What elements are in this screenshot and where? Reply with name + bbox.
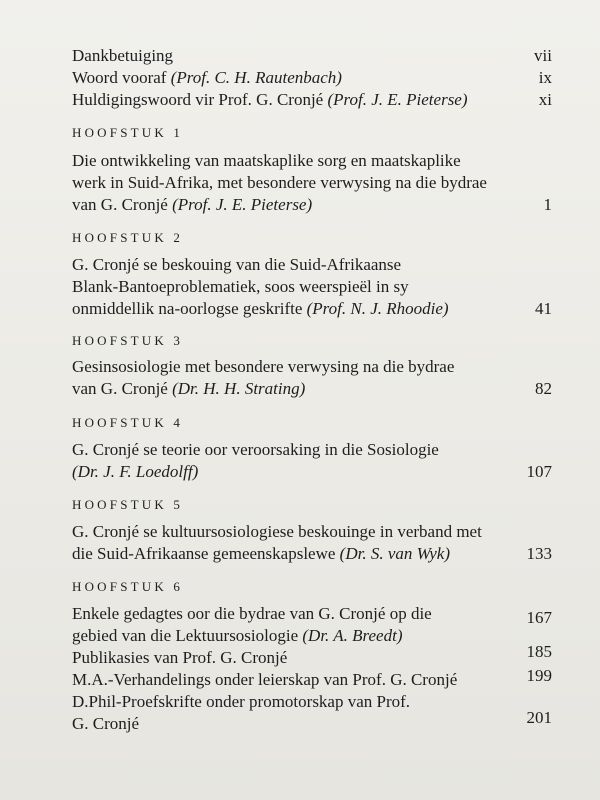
toc-line: M.A.-Verhandelings onder leierskap van Prof. G. Cronjé 199 xyxy=(72,666,552,689)
toc-line: onmiddellik na-oorlogse geskrifte (Prof. N. J. Rhoodie) 41 xyxy=(72,299,552,318)
toc-line-woord-vooraf: Woord vooraf (Prof. C. H. Rautenbach) ix xyxy=(72,68,552,87)
toc-line: G. Cronjé se beskouing van die Suid-Afrikaanse xyxy=(72,255,402,274)
toc-line: gebied van die Lektuursosiologie (Dr. A. Breedt) xyxy=(72,626,403,645)
toc-line: G. Cronjé 201 xyxy=(72,708,552,733)
page-number: vii xyxy=(534,46,552,65)
page-number: 82 xyxy=(535,379,552,398)
toc-line: Gesinsosiologie met besondere verwysing na die bydrae xyxy=(72,357,455,376)
toc-line: D.Phil-Proefskrifte onder promotorskap van Prof. xyxy=(72,692,411,711)
page-number: 199 xyxy=(526,666,552,685)
toc-line-huldigingswoord: Huldigingswoord vir Prof. G. Cronjé (Prof. J. E. Pieterse) xi xyxy=(72,90,552,109)
toc-line: G. Cronjé se teorie oor veroorsaking in die Sosiologie xyxy=(72,440,439,459)
toc-line: werk in Suid-Afrika, met besondere verwysing na die bydrae xyxy=(72,173,487,192)
chapter-1-heading: HOOFSTUK 1 xyxy=(72,125,184,140)
toc-line: Enkele gedagtes oor die bydrae van G. Cronjé op die 167 xyxy=(72,604,552,627)
toc-line: (Dr. J. F. Loedolff) 107 xyxy=(72,462,552,481)
page-number: 41 xyxy=(535,299,552,318)
chapter-5-heading: HOOFSTUK 5 xyxy=(72,497,184,512)
toc-line: G. Cronjé se kultuursosiologiese beskouinge in verband met xyxy=(72,522,482,541)
chapter-3-heading: HOOFSTUK 3 xyxy=(72,333,184,348)
chapter-6-heading: HOOFSTUK 6 xyxy=(72,579,184,594)
toc-line: Blank-Bantoeproblematiek, soos weerspieël in sy xyxy=(72,277,409,296)
toc-line: van G. Cronjé (Prof. J. E. Pieterse) 1 xyxy=(72,195,552,214)
page-number: 167 xyxy=(526,608,552,627)
chapter-2-heading: HOOFSTUK 2 xyxy=(72,230,184,245)
toc-line: Publikasies van Prof. G. Cronjé 185 xyxy=(72,642,552,667)
page-number: 133 xyxy=(526,544,552,563)
toc-line: Die ontwikkeling van maatskaplike sorg en maatskaplike xyxy=(72,151,461,170)
chapter-4-heading: HOOFSTUK 4 xyxy=(72,415,184,430)
toc-line: die Suid-Afrikaanse gemeenskapslewe (Dr. S. van Wyk) 133 xyxy=(72,544,552,563)
page-number: 1 xyxy=(543,195,552,214)
page-number: ix xyxy=(538,68,552,87)
toc-line-dankbetuiging: Dankbetuiging vii xyxy=(72,46,552,65)
page-number: 107 xyxy=(526,462,552,481)
page-number: xi xyxy=(538,90,552,109)
toc-line: van G. Cronjé (Dr. H. H. Strating) 82 xyxy=(72,379,552,398)
page-number: 201 xyxy=(526,708,552,727)
page-number: 185 xyxy=(526,642,552,661)
